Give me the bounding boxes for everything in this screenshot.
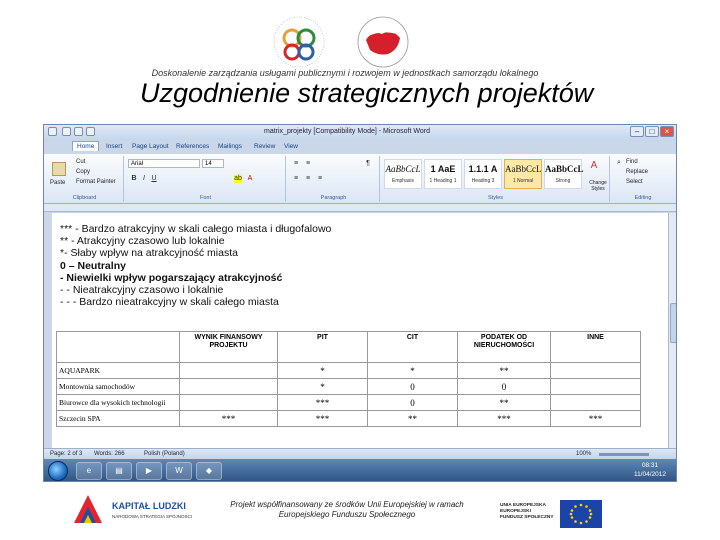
clock-time: 08:31 [641, 462, 659, 469]
style-preview: AaBbCcL [505, 164, 542, 174]
highlight-icon[interactable]: ab [234, 175, 242, 182]
taskbar-word-icon[interactable]: W [166, 462, 192, 480]
table-cell [180, 363, 278, 379]
replace-button[interactable]: Replace [626, 169, 649, 175]
header-subtitle: Doskonalenie zarządzania usługami publicznymi i rozwojem w jednostkach samorządu lokalnego [151, 68, 539, 78]
clipboard-label: Clipboard [72, 195, 97, 201]
style-name: Strong [555, 178, 571, 184]
font-size-field[interactable]: 14 [202, 159, 224, 168]
font-label: Font [199, 195, 211, 201]
table-cell: *** [180, 411, 278, 427]
style-preview: AaBbCcL [545, 164, 584, 174]
table-cell: ** [368, 411, 458, 427]
underline-icon[interactable]: U [151, 175, 157, 182]
legend-line: *** - Bardzo atrakcyjny w skali całego miasta i długofalowo [60, 223, 332, 235]
change-styles-button[interactable]: Change Styles [589, 180, 607, 192]
legend-line: - Niewielki wpływ pogarszający atrakcyjność [60, 271, 283, 284]
status-bar [44, 448, 677, 459]
font-color-icon[interactable]: A [247, 175, 253, 182]
kapital-ludzki-subtext: NARODOWA STRATEGIA SPÓJNOŚCI [112, 514, 193, 519]
editing-label: Editing [634, 195, 652, 201]
table-row [57, 411, 641, 427]
clipboard-group [46, 156, 124, 202]
minimize-icon[interactable]: – [630, 126, 644, 137]
show-marks-icon[interactable]: ¶ [366, 160, 370, 167]
table-row [57, 395, 641, 411]
maximize-icon[interactable]: □ [645, 126, 659, 137]
table-cell: 0 [368, 379, 458, 395]
table-cell: *** [551, 411, 641, 427]
legend-line: 0 – Neutralny [60, 259, 126, 272]
project-matrix-table [56, 331, 641, 427]
table-header-row [57, 332, 641, 363]
align-center-icon[interactable]: ≡ [305, 175, 311, 182]
kapital-ludzki-text: KAPITAŁ LUDZKI [112, 501, 186, 511]
find-icon: ⌕ [617, 159, 621, 166]
table-cell: ** [458, 363, 551, 379]
taskbar-explorer-icon[interactable]: ▤ [106, 462, 132, 480]
table-header: CIT [368, 332, 458, 363]
tab-mailings[interactable]: Mailings [218, 143, 242, 150]
table-cell [551, 395, 641, 411]
taskbar-clock[interactable] [634, 461, 666, 479]
document-page[interactable] [52, 213, 668, 448]
italic-icon[interactable]: I [143, 175, 145, 182]
table-row [57, 363, 641, 379]
legend-line: *- Słaby wpływ na atrakcyjność miasta [60, 247, 238, 260]
change-styles-icon[interactable]: A [590, 160, 598, 171]
tab-page-layout[interactable]: Page Layout [132, 143, 169, 150]
paragraph-label: Paragraph [320, 195, 347, 201]
style-preview: AaBbCcL [385, 164, 421, 174]
project-cofinancing-text: Projekt współfinansowany ze środków Unii Europejskiej w ramach Europejskiego Funduszu Społecznego [230, 500, 464, 519]
paste-icon[interactable] [52, 162, 66, 176]
scrollbar-thumb[interactable] [670, 303, 677, 343]
kapital-ludzki-star-icon [70, 493, 106, 527]
vertical-ruler [44, 213, 52, 448]
page-count[interactable]: Page: 2 of 3 [50, 451, 83, 457]
window-title: matrix_projekty [Compatibility Mode] - Microsoft Word [264, 128, 430, 135]
tab-home[interactable]: Home [72, 141, 99, 151]
undo-icon[interactable] [74, 127, 83, 136]
table-cell: *** [458, 411, 551, 427]
style-preview: 1 AaE [430, 164, 456, 174]
legend-line: - - Nieatrakcyjny czasowo i lokalnie [60, 284, 224, 297]
kapital-ludzki-logo [70, 493, 200, 529]
table-cell: 0 [368, 395, 458, 411]
styles-label: Styles [488, 195, 503, 201]
format-painter-button[interactable]: Format Painter [76, 179, 116, 185]
style-name: Emphasis [392, 178, 414, 184]
taskbar-app-icon[interactable]: ◆ [196, 462, 222, 480]
numbering-icon[interactable]: ≡ [305, 160, 311, 167]
table-cell: 0 [458, 379, 551, 395]
zoom-slider[interactable] [599, 453, 649, 456]
style-name: Heading 3 [471, 178, 495, 184]
table-cell: ** [458, 395, 551, 411]
bullets-icon[interactable]: ≡ [293, 160, 299, 167]
table-header: PODATEK OD NIERUCHOMOŚCI [458, 332, 551, 363]
styles-group [382, 156, 610, 202]
clock-date: 11/04/2012 [633, 471, 666, 478]
eu-text: UNIA EUROPEJSKA EUROPEJSKI FUNDUSZ SPOŁECZNY [500, 503, 554, 520]
style-name: 1 Heading 1 [429, 178, 457, 184]
office-button-icon[interactable] [48, 127, 57, 136]
paragraph-group [288, 156, 380, 202]
slide-title: Uzgodnienie strategicznych projektów [140, 78, 594, 108]
editing-group [612, 156, 674, 202]
style-heading-3[interactable] [464, 159, 502, 189]
table-header: INNE [551, 332, 641, 363]
close-icon[interactable]: × [660, 126, 674, 137]
zwiazek-miast-polskich-logo [268, 14, 330, 70]
copy-button[interactable]: Copy [76, 169, 91, 175]
table-cell [551, 379, 641, 395]
language-indicator[interactable]: Polish (Poland) [144, 451, 185, 457]
project-name: AQUAPARK [57, 363, 180, 379]
tab-review[interactable]: Review [254, 143, 276, 150]
table-cell: *** [278, 395, 368, 411]
cut-button[interactable]: Cut [76, 159, 86, 165]
project-name: Biurowce dla wysokich technologii [57, 395, 180, 411]
table-cell: * [368, 363, 458, 379]
window-titlebar [44, 125, 677, 140]
table-header: WYNIK FINANSOWY PROJEKTU [180, 332, 278, 363]
ribbon [44, 154, 677, 204]
legend-line: - - - Bardzo nieatrakcyjny w skali całego miasta [60, 296, 279, 309]
table-cell [551, 363, 641, 379]
ribbon-tabs [44, 140, 677, 154]
rating-legend [60, 223, 331, 308]
redo-icon[interactable] [86, 127, 95, 136]
tab-insert[interactable]: Insert [106, 143, 123, 150]
taskbar-media-icon[interactable]: ▶ [136, 462, 162, 480]
tab-view[interactable]: View [284, 143, 298, 150]
taskbar-ie-icon[interactable]: e [76, 462, 102, 480]
style-preview: 1.1.1 A [468, 164, 498, 174]
style-heading-1[interactable] [424, 159, 462, 189]
bold-icon[interactable]: B [131, 175, 137, 182]
word-window [43, 124, 677, 482]
zoom-level[interactable]: 100% [576, 451, 592, 457]
font-name-field[interactable]: Arial [128, 159, 200, 168]
stowarzyszenie-logo [352, 14, 414, 70]
taskbar [44, 459, 677, 482]
paste-button[interactable]: Paste [50, 180, 66, 186]
align-right-icon[interactable]: ≡ [317, 175, 323, 182]
style-name: 1 Normal [512, 178, 534, 184]
save-icon[interactable] [62, 127, 71, 136]
table-header [57, 332, 180, 363]
select-button[interactable]: Select [626, 179, 643, 185]
project-name: Szczecin SPA [57, 411, 180, 427]
table-cell [180, 379, 278, 395]
tab-references[interactable]: References [176, 143, 210, 150]
font-group [126, 156, 286, 202]
project-name: Montownia samochodów [57, 379, 180, 395]
table-cell: * [278, 363, 368, 379]
style-normal[interactable] [504, 159, 542, 189]
style-emphasis[interactable] [384, 159, 422, 189]
find-button[interactable]: Find [626, 159, 638, 165]
legend-line: ** - Atrakcyjny czasowo lub lokalnie [60, 235, 225, 248]
vertical-scrollbar[interactable] [668, 213, 677, 448]
eu-flag-icon [560, 500, 602, 528]
table-cell [180, 395, 278, 411]
eu-logo [500, 500, 605, 530]
align-left-icon[interactable]: ≡ [293, 175, 299, 182]
style-strong[interactable] [544, 159, 582, 189]
word-count[interactable]: Words: 266 [94, 451, 125, 457]
ruler[interactable] [44, 204, 677, 212]
table-row [57, 379, 641, 395]
start-button[interactable] [48, 461, 68, 481]
table-header: PIT [278, 332, 368, 363]
table-cell: *** [278, 411, 368, 427]
table-cell: * [278, 379, 368, 395]
